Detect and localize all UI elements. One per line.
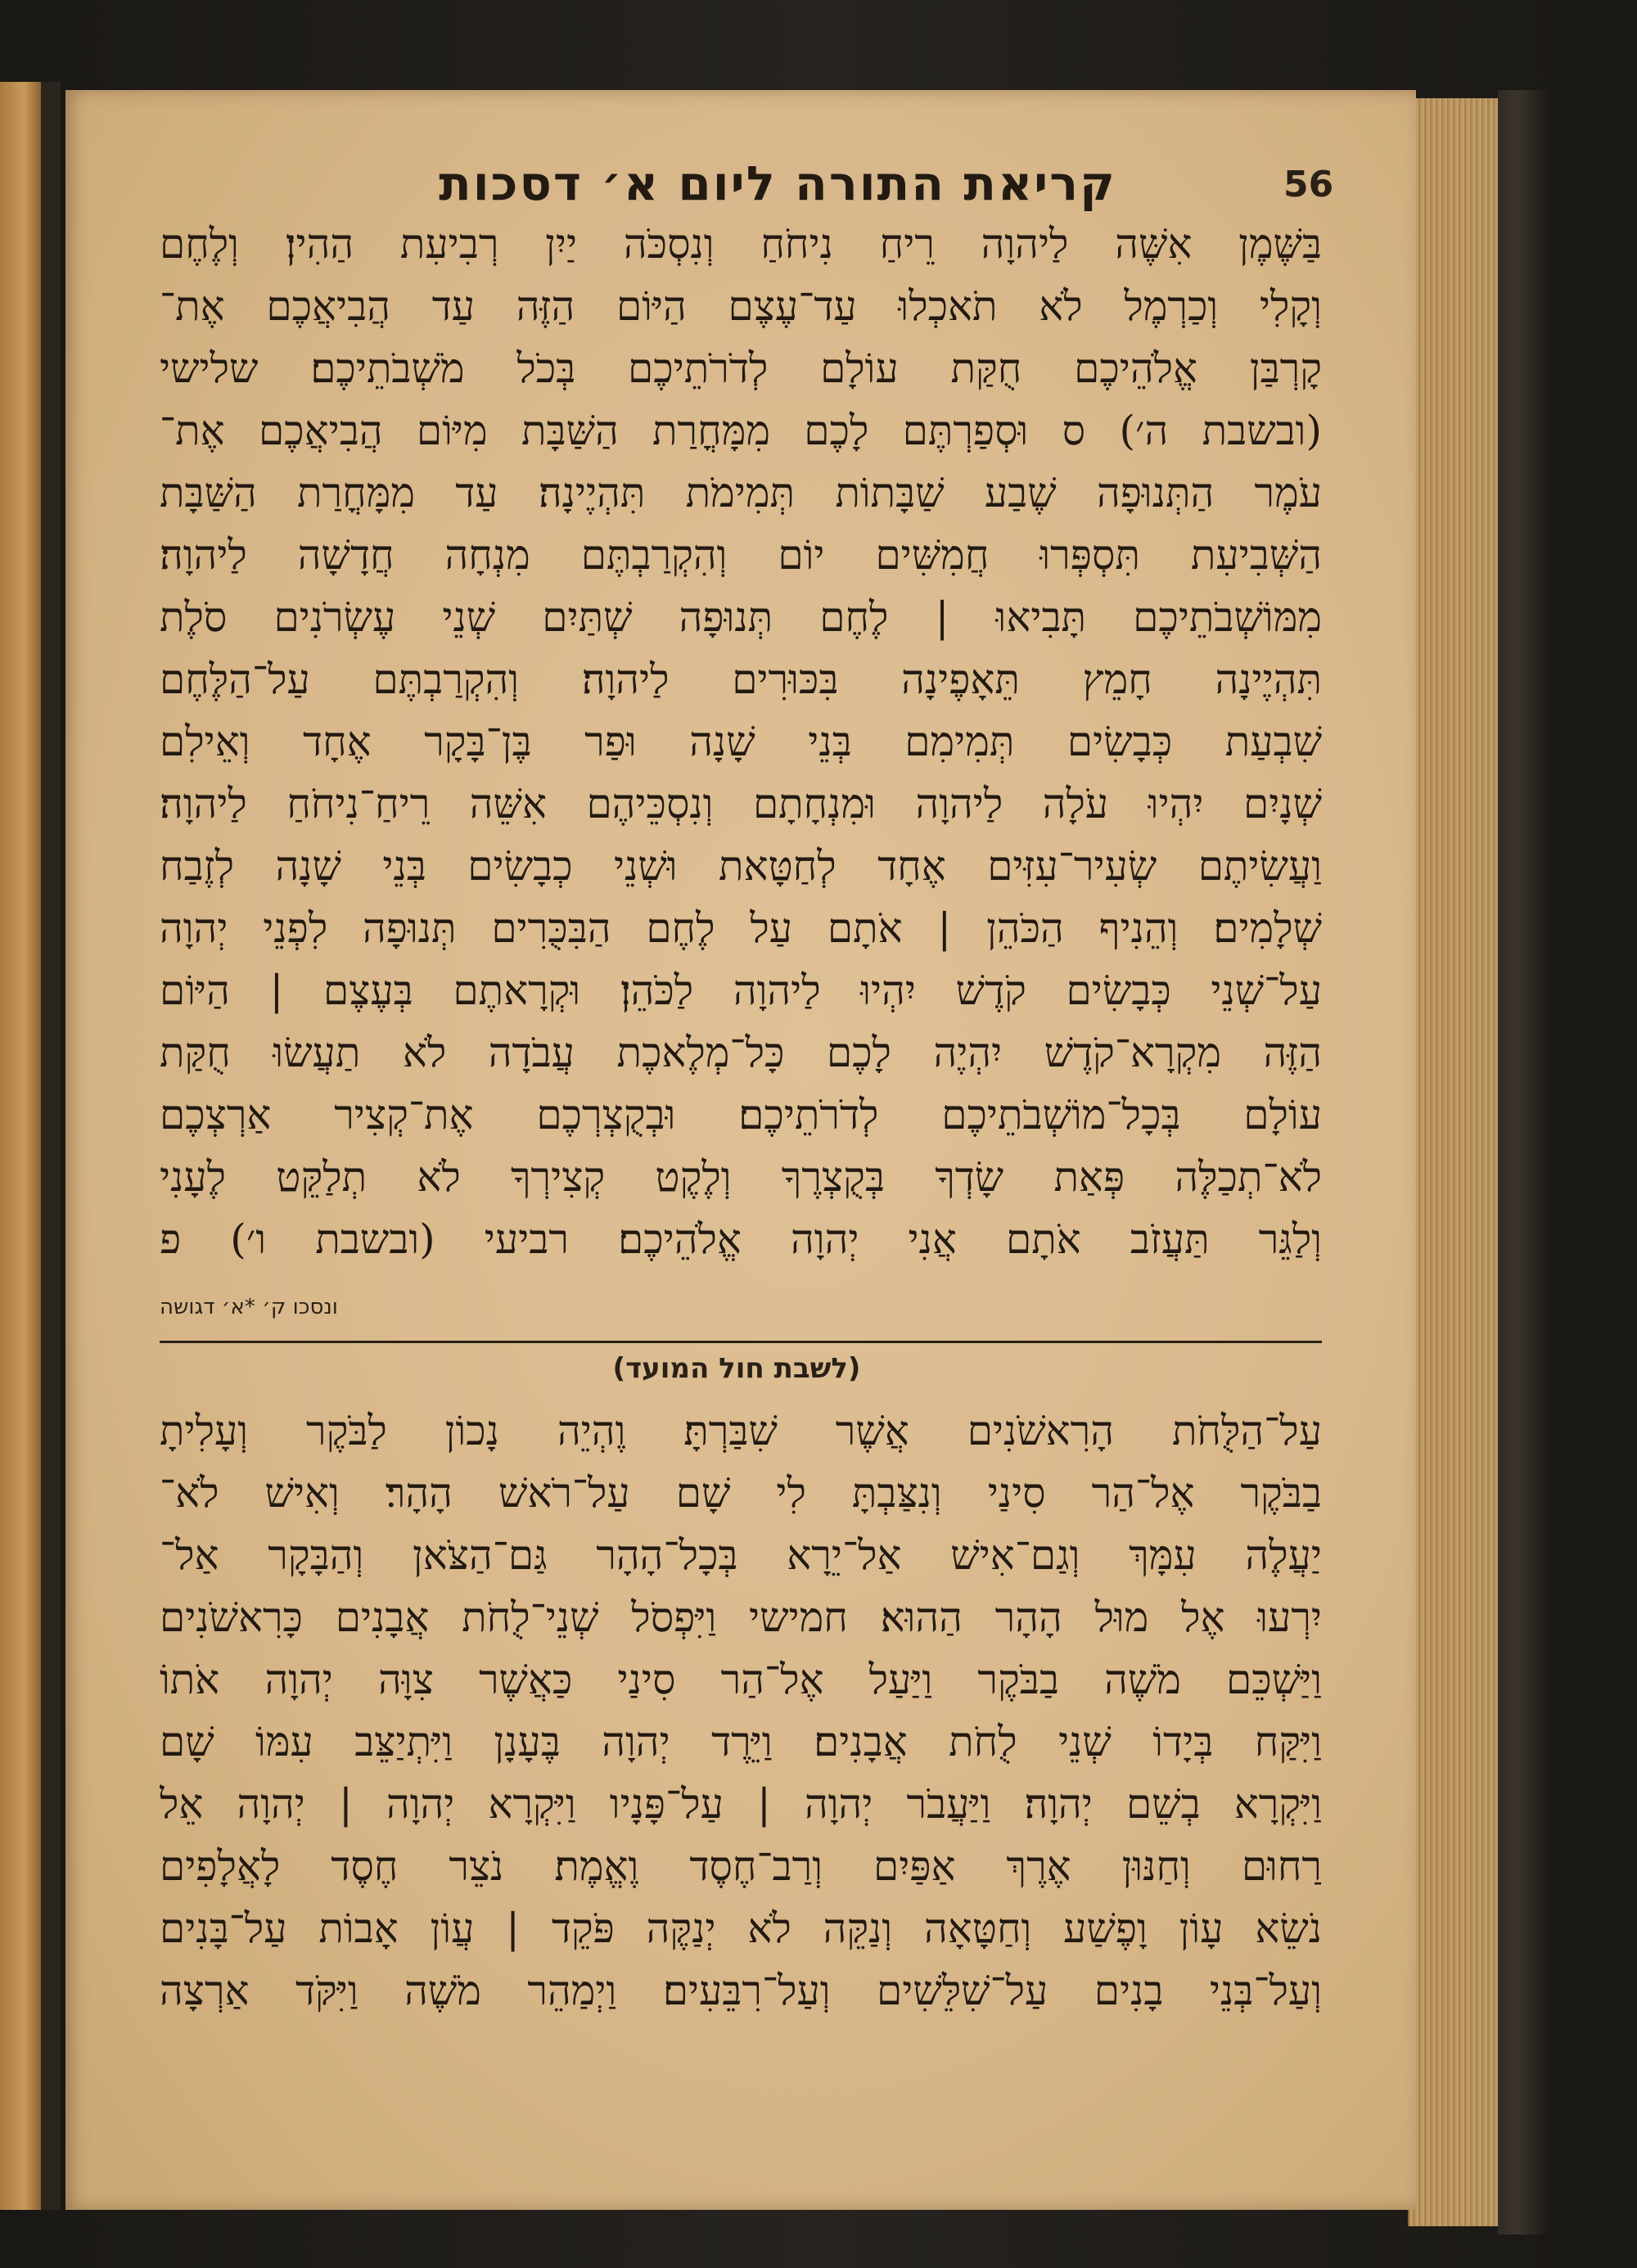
text-line: (ובשבת ה׳) ס וּסְפַרְתֶּם לָכֶם מִמָּחֳרַת הַשַּׁבָּת מִיּוֹם הֲבִיאֲכֶם אֶת־ — [160, 407, 1322, 454]
text-line: וַיַּשְׁכֵּם מֹשֶׁה בַבֹּקֶר וַיַּעַל אֶל־הַר סִינַי כַּאֲשֶׁר צִוָּה יְהוָה אֹתוֹ — [160, 1656, 1322, 1703]
text-line: וַעֲשִׂיתֶם שְׂעִיר־עִזִּים אֶחָד לְחַטָּאת וּשְׁנֵי כְבָשִׂים בְּנֵי שָׁנָה לְזֶבַח — [160, 842, 1322, 890]
text-line: עַל־שְׁנֵי כְּבָשִׂים קֹדֶשׁ יִהְיוּ לַיהוָה לַכֹּהֵן׃ וּקְרָאתֶם בְּעֶצֶם | הַיּוֹם — [160, 967, 1322, 1014]
section-heading: (לשבת חול המועד) — [612, 1352, 861, 1385]
text-line: בַבֹּקֶר אֶל־הַר סִינַי וְנִצַּבְתָּ לִי שָׁם עַל־רֹאשׁ הָהָר׃ וְאִישׁ לֹא־ — [160, 1469, 1322, 1517]
page-number: 56 — [1283, 164, 1334, 205]
text-line: בַּשֶּׁמֶן אִשֶּׁה לַיהוָה רֵיחַ נִיחֹחַ וְנִסְכֹּה יַיִן רְבִיעִת הַהִין׃ וְלֶחֶם — [160, 220, 1322, 268]
text-line: עֹמֶר הַתְּנוּפָה שֶׁבַע שַׁבָּתוֹת תְּמִימֹת תִּהְיֶינָה׃ עַד מִמָּחֳרַת הַשַּׁבָּת — [160, 469, 1322, 516]
book-cover-edge — [1498, 90, 1547, 2234]
text-line: קָרְבַּן אֱלֹהֵיכֶם חֻקַּת עוֹלָם לְדֹרֹתֵיכֶם בְּכֹל מֹשְׁבֹתֵיכֶם׃ שלישי — [160, 345, 1322, 392]
text-line: הַזֶּה מִקְרָא־קֹדֶשׁ יִהְיֶה לָכֶם כָּל־מְלֶאכֶת עֲבֹדָה לֹא תַעֲשׂוּ חֻקַּת — [160, 1029, 1322, 1076]
running-head: קריאת התורה ליום א׳ דסכות — [439, 156, 1116, 211]
text-line: וְלַגֵּר תַּעֲזֹב אֹתָם אֲנִי יְהוָה אֱלֹהֵיכֶם׃ רביעי (ובשבת ו׳) פ — [160, 1215, 1322, 1263]
text-line: לֹא־תְכַלֶּה פְּאַת שָׂדְךָ בְּקֻצְרֶךָ וְלֶקֶט קְצִירְךָ לֹא תְלַקֵּט לֶעָנִי — [160, 1153, 1322, 1201]
text-line: שְׁלָמִים׃ וְהֵנִיף הַכֹּהֵן | אֹתָם עַל לֶחֶם הַבִּכֻּרִים תְּנוּפָה לִפְנֵי יְהוָה — [160, 904, 1322, 952]
section-divider — [160, 1341, 1322, 1343]
footnote: ונסכו ק׳ *א׳ דגושה — [160, 1295, 338, 1319]
text-line: וַיִּקַּח בְּיָדוֹ שְׁנֵי לֻחֹת אֲבָנִים׃ וַיֵּרֶד יְהוָה בֶּעָנָן וַיִּתְיַצֵּב עִמּוֹ שָׁם — [160, 1718, 1322, 1765]
text-line: וַיִּקְרָא בְשֵׁם יְהוָה׃ וַיַּעֲבֹר יְהוָה | עַל־פָּנָיו וַיִּקְרָא יְהוָה | יְהוָה אֵל — [160, 1780, 1322, 1828]
book-gutter — [41, 82, 61, 2210]
text-line: עוֹלָם בְּכָל־מוֹשְׁבֹתֵיכֶם לְדֹרֹתֵיכֶם׃ וּבְקֻצְרְכֶם אֶת־קְצִיר אַרְצְכֶם — [160, 1091, 1322, 1139]
text-line: וְעַל־בְּנֵי בָנִים עַל־שִׁלֵּשִׁים וְעַל־רִבֵּעִים׃ וַיְמַהֵר מֹשֶׁה וַיִּקֹּד אַרְצָה — [160, 1967, 1322, 2014]
text-line: יַעֲלֶה עִמָּךְ וְגַם־אִישׁ אַל־יֵרָא בְּכָל־הָהָר גַּם־הַצֹּאן וְהַבָּקָר אַל־ — [160, 1531, 1322, 1579]
text-line: יִרְעוּ אֶל מוּל הָהָר הַהוּא׃ חמישי וַיִּפְסֹל שְׁנֵי־לֻחֹת אֲבָנִים כָּרִאשֹׁנִים — [160, 1594, 1322, 1641]
text-line: הַשְּׁבִיעִת תִּסְפְּרוּ חֲמִשִּׁים יוֹם וְהִקְרַבְתֶּם מִנְחָה חֲדָשָׁה לַיהוָה׃ — [160, 531, 1322, 579]
text-line: נֹשֵׂא עָוֹן וָפֶשַׁע וְחַטָּאָה וְנַקֵּה לֹא יְנַקֶּה פֹּקֵד | עֲוֹן אָבוֹת עַל־בָּנִים — [160, 1905, 1322, 1952]
text-line: עַל־הַלֻּחֹת הָרִאשֹׁנִים אֲשֶׁר שִׁבַּרְתָּ׃ וֶהְיֵה נָכוֹן לַבֹּקֶר וְעָלִיתָ — [160, 1407, 1322, 1454]
text-line: שִׁבְעַת כְּבָשִׂים תְּמִימִם בְּנֵי שָׁנָה וּפַר בֶּן־בָּקָר אֶחָד וְאֵילִם — [160, 718, 1322, 765]
text-line: מִמּוֹשְׁבֹתֵיכֶם תָּבִיאוּ | לֶחֶם תְּנוּפָה שְׁתַּיִם שְׁנֵי עֶשְׂרֹנִים סֹלֶת — [160, 593, 1322, 641]
text-line: וְקָלִי וְכַרְמֶל לֹא תֹאכְלוּ עַד־עֶצֶם הַיּוֹם הַזֶּה עַד הֲבִיאֲכֶם אֶת־ — [160, 282, 1322, 330]
text-line: רַחוּם וְחַנּוּן אֶרֶךְ אַפַּיִם וְרַב־חֶסֶד וֶאֱמֶת׃ נֹצֵר חֶסֶד לָאֲלָפִים — [160, 1842, 1322, 1890]
page-stack-edges — [1408, 98, 1499, 2226]
text-line: תִּהְיֶינָה חָמֵץ תֵּאָפֶינָה בִּכּוּרִים לַיהוָה׃ וְהִקְרַבְתֶּם עַל־הַלֶּחֶם — [160, 656, 1322, 703]
left-page-edge — [0, 82, 41, 2210]
text-line: שְׁנָיִם יִהְיוּ עֹלָה לַיהוָה וּמִנְחָתָם וְנִסְכֵּיהֶם אִשֵּׁה רֵיחַ־נִיחֹחַ לַיהוָה׃ — [160, 780, 1322, 827]
